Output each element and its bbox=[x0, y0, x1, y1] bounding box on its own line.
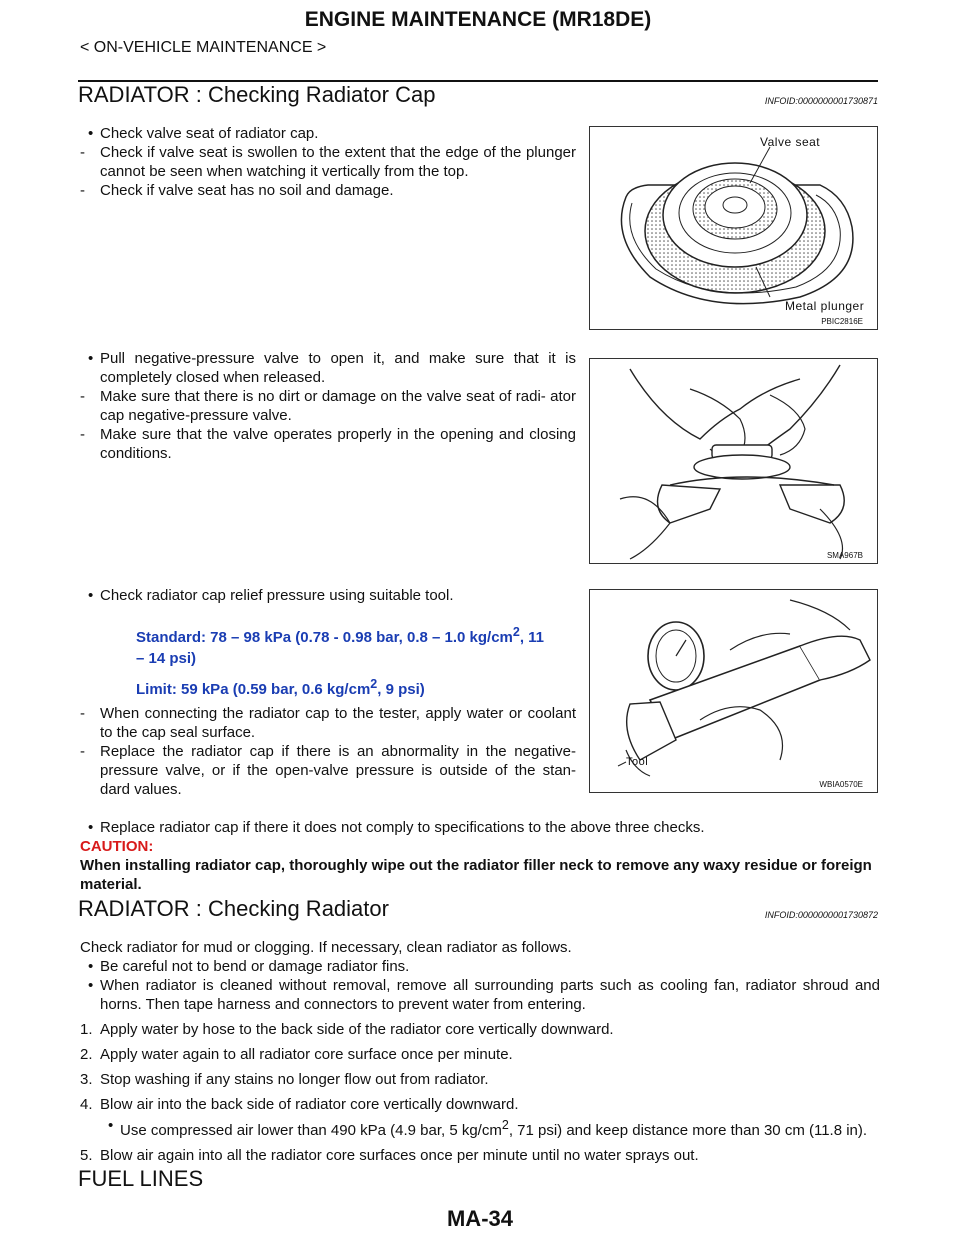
valve-seat-check-text bbox=[80, 124, 576, 200]
spec-standard bbox=[136, 622, 576, 669]
info-id: INFOID:0000000001730871 bbox=[764, 96, 878, 106]
bullet-item: • Be careful not to bend or damage radiator fins. bbox=[80, 957, 880, 976]
step-text: Blow air into the back side of radiator core vertically downward. bbox=[100, 1096, 519, 1113]
spec-standard-text: Standard: 78 – 98 kPa (0.78 - 0.98 bar, 0.8 – 1.0 kg/cm bbox=[136, 629, 513, 646]
info-id: INFOID:0000000001730872 bbox=[764, 910, 878, 920]
step-text: Apply water by hose to the back side of the radiator core vertically downward. bbox=[100, 1021, 614, 1038]
figure-code: WBIA0570E bbox=[819, 780, 863, 789]
fuel-lines-heading: FUEL LINES bbox=[78, 1166, 204, 1191]
radiator-cleaning-text bbox=[80, 938, 880, 1165]
replace-cap-note bbox=[80, 818, 880, 894]
spec-standard-text-cont: , 11 bbox=[519, 629, 545, 646]
step-item bbox=[80, 1045, 880, 1064]
dash-item: - Replace the radiator cap if there is an abnormality in the negative- pressure valve, or if the open-valve pressure is outside of the stan- dard values. bbox=[80, 742, 576, 799]
figure-negative-pressure-valve bbox=[589, 358, 878, 564]
negative-pressure-valve-text bbox=[80, 349, 576, 463]
document-subtitle: < ON-VEHICLE MAINTENANCE > bbox=[80, 39, 327, 56]
section-title: RADIATOR : Checking Radiator bbox=[78, 896, 389, 921]
step-item bbox=[80, 1146, 880, 1165]
label-valve-seat: Valve seat bbox=[760, 135, 821, 149]
dash-item: - Check if valve seat has no soil and damage. bbox=[80, 181, 576, 200]
step-text: Apply water again to all radiator core surface once per minute. bbox=[100, 1046, 513, 1063]
spec-limit bbox=[136, 674, 576, 700]
document-title: ENGINE MAINTENANCE (MR18DE) bbox=[304, 8, 652, 31]
caution-heading: CAUTION: bbox=[80, 838, 154, 855]
step4-sub-bullet bbox=[100, 1116, 880, 1140]
step-item bbox=[80, 1020, 880, 1039]
sub-bullet-text: Use compressed air lower than 490 kPa (4.9 bar, 5 kg/cm bbox=[120, 1122, 502, 1139]
intro-text: Check radiator for mud or clogging. If necessary, clean radiator as follows. bbox=[80, 939, 572, 956]
dash-item: - When connecting the radiator cap to the tester, apply water or coolant to the cap seal surface. bbox=[80, 704, 576, 742]
bullet-item: • Check valve seat of radiator cap. bbox=[80, 124, 576, 143]
step-number: 4. bbox=[80, 1096, 93, 1113]
spec-standard-text-line2: – 14 psi) bbox=[136, 650, 197, 667]
figure-cap-tester bbox=[589, 589, 878, 793]
bullet-item: • Pull negative-pressure valve to open it, and make sure that it is completely closed when released. bbox=[80, 349, 576, 387]
figure-radiator-cap bbox=[589, 126, 878, 330]
bullet-item: • When radiator is cleaned without removal, remove all surrounding parts such as cooling fan, radiator shroud and horns. Then tape harness and connectors to prevent water from entering. bbox=[80, 976, 880, 1014]
step-text: Blow air again into all the radiator core surfaces once per minute until no water sprays out. bbox=[100, 1147, 699, 1164]
caution-body: When installing radiator cap, thoroughly wipe out the radiator filler neck to remove any waxy residue or foreign material. bbox=[80, 857, 872, 893]
superscript: 2 bbox=[512, 625, 520, 639]
step-text: Stop washing if any stains no longer flow out from radiator. bbox=[100, 1071, 489, 1088]
label-metal-plunger: Metal plunger bbox=[785, 299, 865, 313]
superscript: 2 bbox=[501, 1118, 509, 1132]
spec-limit-text-cont: , 9 psi) bbox=[377, 681, 425, 698]
section-heading-radiator bbox=[78, 896, 878, 926]
page-number: MA-34 bbox=[446, 1206, 513, 1231]
step-item bbox=[80, 1070, 880, 1089]
section-title: RADIATOR : Checking Radiator Cap bbox=[78, 82, 436, 107]
step-number: 5. bbox=[80, 1147, 93, 1164]
page-header bbox=[78, 6, 878, 82]
figure-code: SMA967B bbox=[826, 551, 863, 560]
dash-item: - Check if valve seat is swollen to the extent that the edge of the plunger cannot be seen when watching it vertically from the top. bbox=[80, 143, 576, 181]
section-heading-radiator-cap bbox=[78, 82, 878, 112]
dash-item: - Make sure that the valve operates properly in the opening and closing conditions. bbox=[80, 425, 576, 463]
step-item bbox=[80, 1095, 880, 1114]
figure-code: PBIC2816E bbox=[821, 317, 863, 326]
relief-pressure-text bbox=[80, 586, 576, 605]
spec-limit-text: Limit: 59 kPa (0.59 bar, 0.6 kg/cm bbox=[136, 681, 371, 698]
hands-pulling-valve-illustration bbox=[590, 359, 878, 564]
step-number: 3. bbox=[80, 1071, 93, 1088]
dash-item: - Make sure that there is no dirt or damage on the valve seat of radi- ator cap negative-pressure valve. bbox=[80, 387, 576, 425]
step-number: 1. bbox=[80, 1021, 93, 1038]
bullet-item: • Replace radiator cap if there it does not comply to specifications to the above three checks. bbox=[80, 818, 880, 837]
bullet-item: • Check radiator cap relief pressure using suitable tool. bbox=[80, 586, 576, 605]
superscript: 2 bbox=[370, 677, 378, 691]
label-tool: Tool bbox=[626, 756, 649, 768]
sub-bullet-text-cont: , 71 psi) and keep distance more than 30 cm (11.8 in). bbox=[508, 1122, 868, 1139]
tester-notes-text bbox=[80, 704, 576, 799]
step-number: 2. bbox=[80, 1046, 93, 1063]
